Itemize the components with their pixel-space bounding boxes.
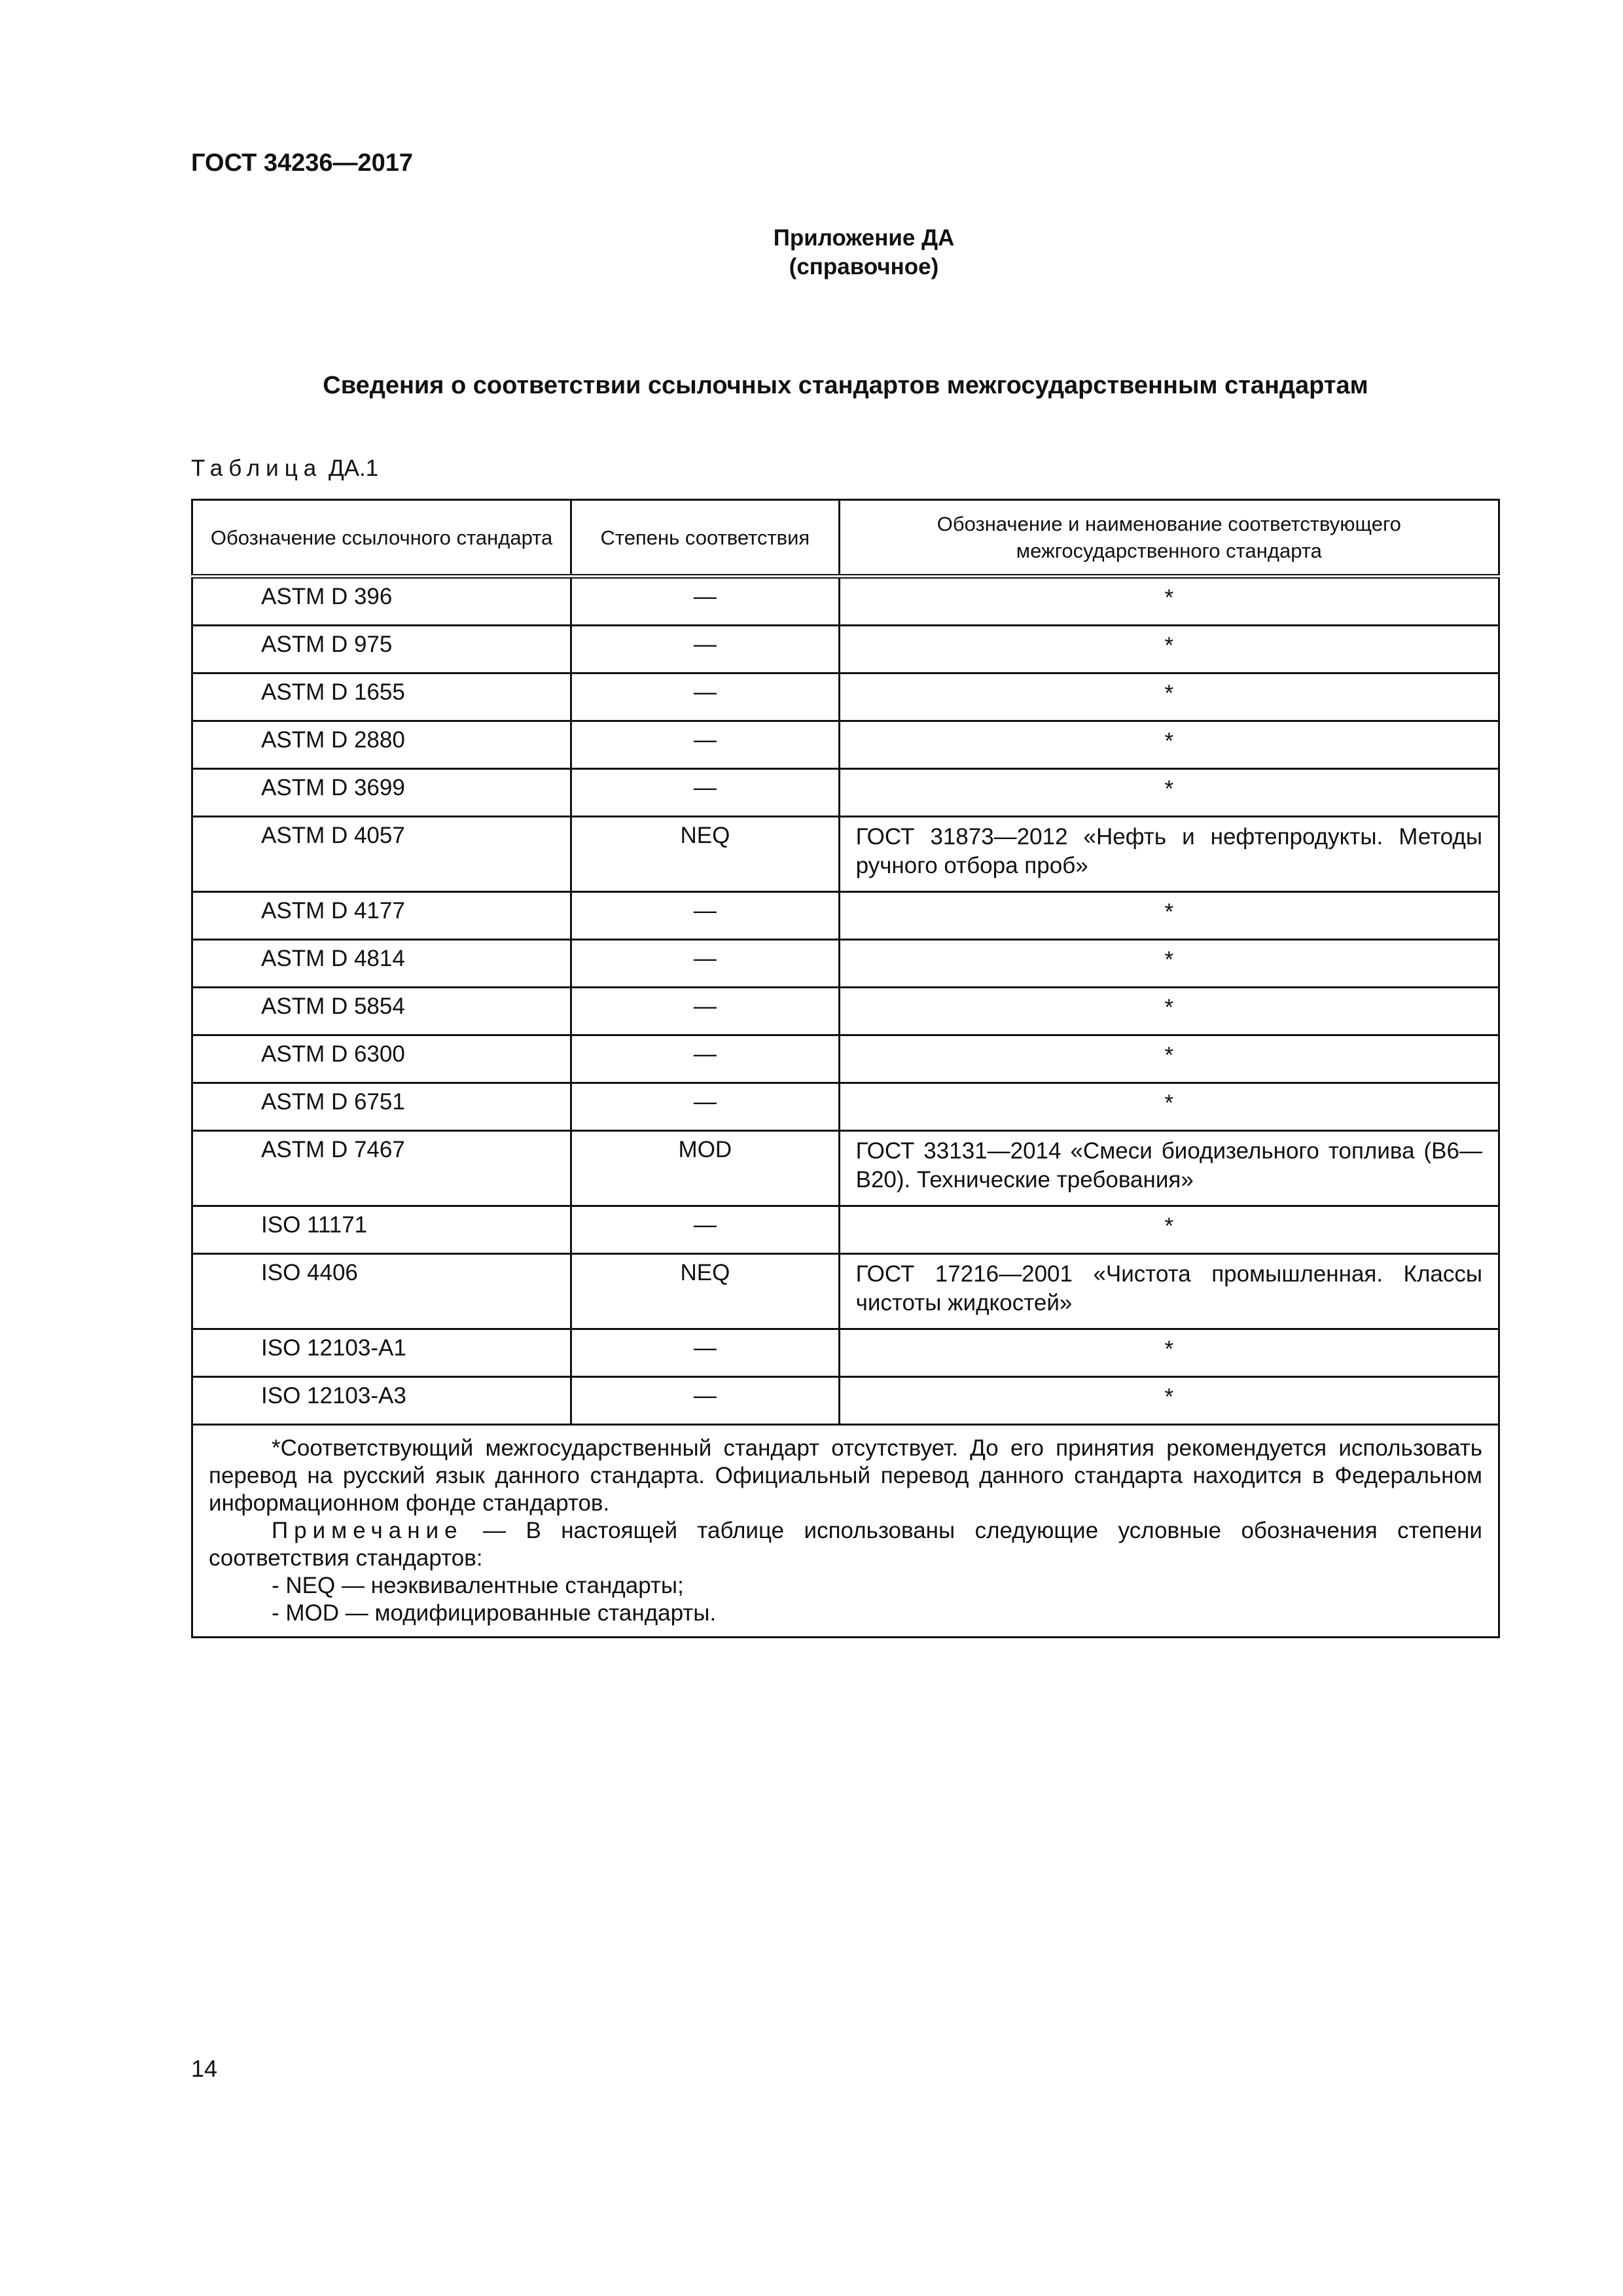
cell-code: ASTM D 1655 [192,673,571,721]
cell-equivalent: ГОСТ 31873—2012 «Нефть и нефтепродукты. Методы ручного отбора проб» [839,817,1499,892]
appendix-title: Приложение ДА [773,225,955,251]
cell-degree: MOD [571,1131,839,1206]
cell-code: ASTM D 4057 [192,817,571,892]
cell-equivalent: * [839,988,1499,1035]
cell-code: ASTM D 396 [192,577,571,626]
header-interstate-standard: Обозначение и наименование соответствующего межгосударственного стандарта [839,500,1499,577]
cell-code: ASTM D 975 [192,626,571,673]
table-caption-word: Таблица [191,456,323,481]
cell-equivalent: * [839,892,1499,940]
table-row [192,988,1499,1035]
cell-equivalent: ГОСТ 17216—2001 «Чистота промышленная. Классы чистоты жидкостей» [839,1254,1499,1329]
table-row [192,1254,1499,1329]
cell-equivalent: * [839,1083,1499,1131]
table-row [192,626,1499,673]
table-row [192,1035,1499,1083]
appendix-kind: (справочное) [789,254,939,279]
cell-code: ASTM D 4814 [192,940,571,988]
cell-degree: — [571,626,839,673]
cell-code: ASTM D 6300 [192,1035,571,1083]
table-row [192,892,1499,940]
cell-degree: — [571,769,839,817]
table-row [192,1377,1499,1425]
cell-degree: — [571,721,839,769]
cell-degree: — [571,673,839,721]
table-caption-number: ДА.1 [328,456,379,481]
table-caption [191,456,378,482]
cell-degree: — [571,940,839,988]
table-row [192,577,1499,626]
table-row [192,1329,1499,1377]
cell-degree: NEQ [571,1254,839,1329]
note-text: — В настоящей таблице использованы следующие условные обозначения степени соответствия стандартов: [209,1518,1482,1571]
cell-equivalent: * [839,940,1499,988]
section-title: Сведения о соответствии ссылочных стандартов межгосударственным стандартам [323,372,1368,399]
cell-equivalent: * [839,577,1499,626]
cell-equivalent: * [839,721,1499,769]
footnote-item-neq: - NEQ — неэквивалентные стандарты; [272,1573,684,1598]
cell-degree: — [571,988,839,1035]
cell-code: ISO 12103-A1 [192,1329,571,1377]
page-number: 14 [191,2055,218,2082]
cell-degree: — [571,1035,839,1083]
cell-equivalent: * [839,1329,1499,1377]
table-row [192,940,1499,988]
cell-degree: — [571,1329,839,1377]
table-footnote [192,1425,1499,1638]
table-row [192,1131,1499,1206]
correspondence-table [191,499,1500,1638]
cell-degree: — [571,1377,839,1425]
table-row [192,769,1499,817]
cell-degree: — [571,1083,839,1131]
cell-code: ISO 11171 [192,1206,571,1254]
cell-degree: NEQ [571,817,839,892]
footnote-item-mod: - MOD — модифицированные стандарты. [272,1600,717,1626]
header-degree: Степень соответствия [571,500,839,577]
cell-code: ISO 12103-A3 [192,1377,571,1425]
cell-equivalent: * [839,1035,1499,1083]
note-word: Примечание [272,1518,463,1543]
cell-equivalent: * [839,769,1499,817]
table-header-row [192,500,1499,577]
table-row [192,1083,1499,1131]
appendix-heading [681,224,1047,281]
cell-equivalent: * [839,626,1499,673]
cell-code: ASTM D 5854 [192,988,571,1035]
table-row [192,817,1499,892]
table-row [192,1206,1499,1254]
cell-code: ASTM D 6751 [192,1083,571,1131]
table-body [192,577,1499,1638]
footnote-note [209,1517,1482,1572]
cell-equivalent: ГОСТ 33131—2014 «Смеси биодизельного топлива (В6—В20). Технические требования» [839,1131,1499,1206]
cell-equivalent: * [839,1206,1499,1254]
cell-code: ASTM D 4177 [192,892,571,940]
cell-code: ISO 4406 [192,1254,571,1329]
cell-degree: — [571,892,839,940]
cell-equivalent: * [839,673,1499,721]
cell-code: ASTM D 7467 [192,1131,571,1206]
cell-degree: — [571,1206,839,1254]
cell-code: ASTM D 2880 [192,721,571,769]
table-row [192,673,1499,721]
footnote-row [192,1425,1499,1638]
footnote-star-text: *Соответствующий межгосударственный стандарт отсутствует. До его принятия рекомендуется использовать перевод на русский язык данного стандарта. Официальный перевод данного стандарта находится в Федеральном информационном фонде стандартов. [209,1435,1482,1516]
cell-code: ASTM D 3699 [192,769,571,817]
document-code: ГОСТ 34236—2017 [191,149,414,177]
header-reference-standard: Обозначение ссылочного стандарта [192,500,571,577]
table-row [192,721,1499,769]
cell-degree: — [571,577,839,626]
cell-equivalent: * [839,1377,1499,1425]
